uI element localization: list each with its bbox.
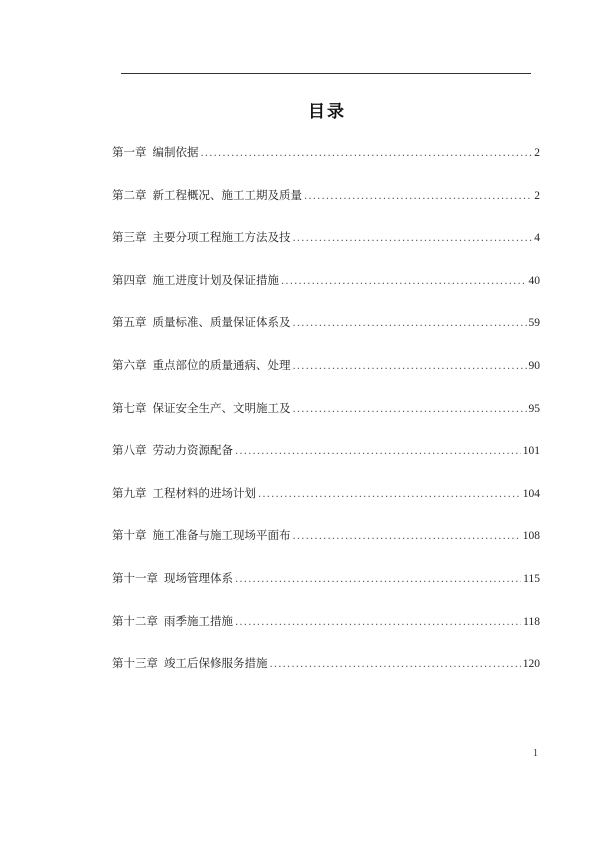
toc-heading: 施工进度计划及保证措施: [152, 272, 279, 287]
dot-leader: [281, 274, 527, 290]
toc-page-number: 90: [528, 359, 540, 372]
toc-heading: 新工程概况、施工工期及质量: [152, 187, 302, 202]
page-number: 1: [533, 748, 538, 759]
toc-page-number: 2: [534, 189, 540, 202]
toc-heading: 质量标准、质量保证体系及: [152, 315, 291, 330]
toc-heading: 雨季施工措施: [164, 613, 233, 628]
toc-page-number: 118: [523, 615, 540, 628]
toc-heading: 保证安全生产、文明施工及: [152, 400, 291, 415]
toc-page-number: 115: [523, 572, 540, 585]
dot-leader: [293, 402, 527, 418]
toc-entry[interactable]: [112, 144, 540, 187]
toc-heading: 竣工后保修服务措施: [164, 656, 268, 671]
dot-leader: [235, 572, 521, 588]
header-rule: [121, 73, 531, 74]
toc-page-number: 2: [534, 147, 540, 159]
toc-chapter-label: 第十二章: [112, 613, 158, 628]
toc-page-number: 108: [522, 530, 540, 543]
toc-chapter-label: 第七章: [112, 400, 147, 415]
toc-page-number: 104: [522, 487, 540, 500]
toc-chapter-label: 第一章: [112, 145, 147, 159]
toc-chapter-label: 第六章: [112, 357, 147, 372]
toc-entry[interactable]: [112, 442, 540, 485]
dot-leader: [293, 231, 533, 247]
toc-chapter-label: 第九章: [112, 485, 147, 500]
toc-entry[interactable]: [112, 655, 540, 698]
toc-page-number: 59: [528, 317, 540, 330]
toc-heading: 编制依据: [152, 145, 199, 159]
toc-entry[interactable]: [112, 485, 540, 528]
toc-entry[interactable]: [112, 570, 540, 613]
dot-leader: [293, 529, 521, 545]
toc-chapter-label: 第十一章: [112, 570, 158, 585]
dot-leader: [293, 359, 527, 375]
dot-leader: [270, 657, 521, 673]
toc-entry[interactable]: [112, 527, 540, 570]
toc-chapter-label: 第三章: [112, 230, 147, 245]
toc-entry[interactable]: [112, 314, 540, 357]
toc-entry[interactable]: [112, 229, 540, 272]
toc-chapter-label: 第十三章: [112, 656, 158, 671]
toc-page-number: 4: [534, 232, 540, 245]
table-of-contents: [112, 144, 540, 698]
dot-leader: [258, 487, 521, 503]
toc-entry[interactable]: [112, 613, 540, 656]
toc-chapter-label: 第八章: [112, 443, 147, 458]
toc-chapter-label: 第二章: [112, 187, 147, 202]
toc-chapter-label: 第十章: [112, 528, 147, 543]
dot-leader: [235, 444, 521, 460]
toc-page-number: 40: [528, 274, 540, 287]
dot-leader: [201, 146, 533, 162]
toc-entry[interactable]: [112, 357, 540, 400]
toc-entry[interactable]: [112, 400, 540, 443]
toc-chapter-label: 第五章: [112, 315, 147, 330]
toc-heading: 施工准备与施工现场平面布: [152, 528, 291, 543]
dot-leader: [293, 316, 527, 332]
toc-heading: 工程材料的进场计划: [152, 485, 256, 500]
toc-chapter-label: 第四章: [112, 272, 147, 287]
toc-entry[interactable]: [112, 187, 540, 230]
dot-leader: [304, 189, 532, 205]
dot-leader: [235, 615, 521, 631]
toc-entry[interactable]: [112, 272, 540, 315]
toc-page-number: 101: [522, 445, 540, 458]
toc-heading: 现场管理体系: [164, 570, 233, 585]
toc-page-number: 95: [528, 402, 540, 415]
toc-heading: 主要分项工程施工方法及技: [152, 230, 291, 245]
toc-title: 目录: [308, 102, 346, 122]
toc-page-number: 120: [522, 658, 540, 671]
toc-heading: 重点部位的质量通病、处理: [152, 357, 291, 372]
toc-heading: 劳动力资源配备: [152, 443, 233, 458]
